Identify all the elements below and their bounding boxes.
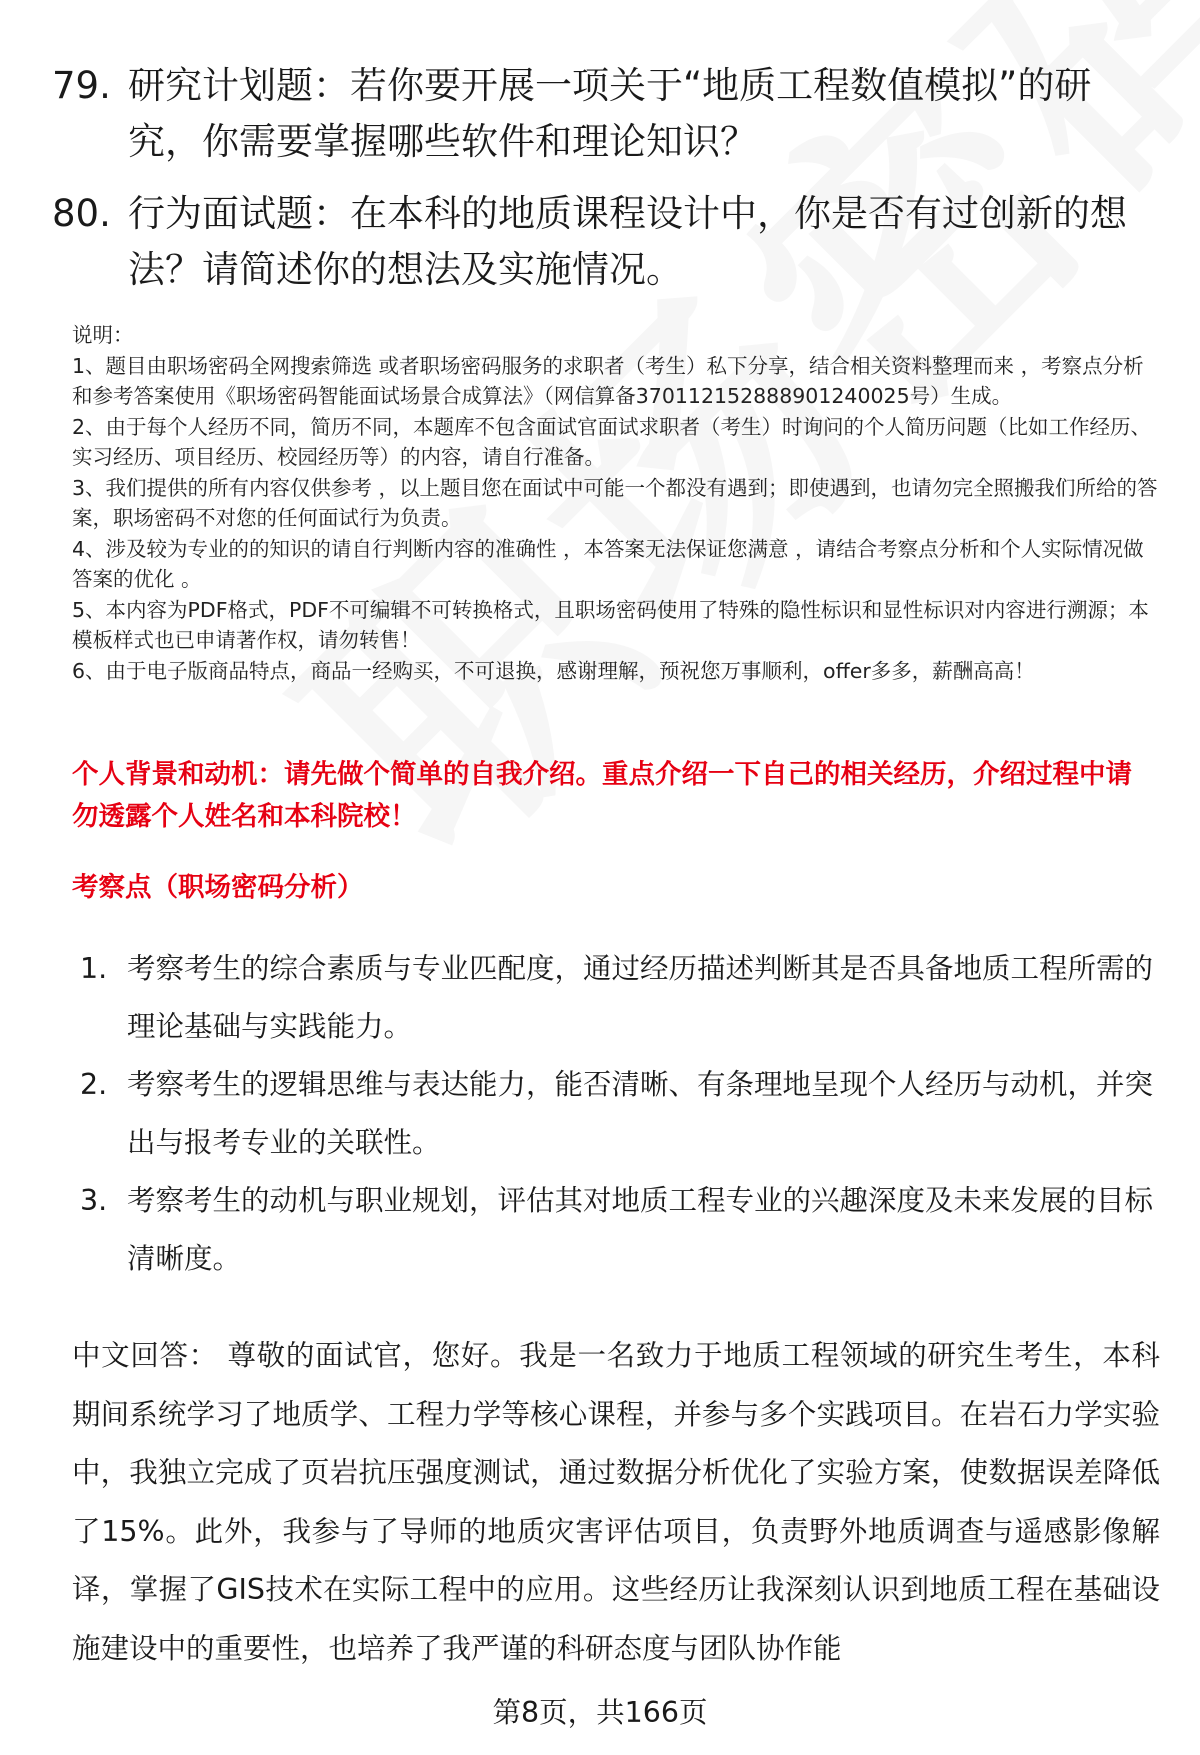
- question-number: 80.: [52, 192, 111, 235]
- list-item-number: 3.: [80, 1184, 108, 1217]
- list-item-text: 考察考生的逻辑思维与表达能力，能否清晰、有条理地呈现个人经历与动机，并突出与报考专业的关联性。: [127, 1068, 1154, 1159]
- chinese-answer: 中文回答： 尊敬的面试官，您好。我是一名致力于地质工程领域的研究生考生，本科期间系统学习了地质学、工程力学等核心课程，并参与多个实践项目。在岩石力学实验中，我独立完成了页岩抗压强度测试，通过数据分析优化了实验方案，使数据误差降低了15%。此外，我参与了导师的地质灾害评估项目，负责野外地质调查与遥感影像解译，掌握了GIS技术在实际工程中的应用。这些经历让我深刻认识到地质工程在基础设施建设中的重要性，也培养了我严谨的科研态度与团队协作能: [72, 1339, 1160, 1665]
- note-item: 5、本内容为PDF格式，PDF不可编辑不可转换格式，且职场密码使用了特殊的隐性标识和显性标识对内容进行溯源；本模板样式也已申请著作权，请勿转售！: [72, 597, 1149, 652]
- analysis-subheading: 考察点（职场密码分析）: [72, 872, 364, 903]
- page-number: 第8页，共166页: [492, 1696, 708, 1729]
- disclaimer-notes: [72, 320, 1162, 686]
- note-item: 1、题目由职场密码全网搜索筛选 或者职场密码服务的求职者（考生）私下分享，结合相关资料整理而来 ，考察点分析和参考答案使用《职场密码智能面试场景合成算法》（网信算备370112152888901240025号）生成。: [72, 353, 1144, 408]
- question-number: 79.: [52, 64, 111, 107]
- section-question-heading: 个人背景和动机：请先做个简单的自我介绍。重点介绍一下自己的相关经历，介绍过程中请勿透露个人姓名和本科院校！: [72, 759, 1132, 832]
- list-item-number: 1.: [80, 952, 108, 985]
- list-item: [80, 940, 1160, 1056]
- note-item: 6、由于电子版商品特点，商品一经购买，不可退换，感谢理解，预祝您万事顺利，offer多多，薪酬高高！: [72, 658, 1035, 683]
- list-item-number: 2.: [80, 1068, 108, 1101]
- list-item-text: 考察考生的综合素质与专业匹配度，通过经历描述判断其是否具备地质工程所需的理论基础与实践能力。: [127, 952, 1154, 1043]
- note-item: 4、涉及较为专业的的知识的请自行判断内容的准确性 ，本答案无法保证您满意 ，请结合考察点分析和个人实际情况做答案的优化 。: [72, 536, 1144, 591]
- question-80: [52, 186, 1152, 298]
- question-text: 研究计划题：若你要开展一项关于“地质工程数值模拟”的研究，你需要掌握哪些软件和理论知识？: [128, 64, 1092, 163]
- question-79: [52, 58, 1152, 170]
- notes-title: 说明：: [72, 323, 134, 347]
- list-item: [80, 1172, 1160, 1288]
- note-item: 3、我们提供的所有内容仅供参考 ，以上题目您在面试中可能一个都没有遇到；即使遇到，也请勿完全照搬我们所给的答案，职场密码不对您的任何面试行为负责。: [72, 475, 1158, 530]
- list-item: [80, 1056, 1160, 1172]
- list-item-text: 考察考生的动机与职业规划，评估其对地质工程专业的兴趣深度及未来发展的目标清晰度。: [127, 1184, 1154, 1275]
- note-item: 2、由于每个人经历不同，简历不同，本题库不包含面试官面试求职者（考生）时询问的个人简历问题（比如工作经历、实习经历、项目经历、校园经历等）的内容，请自行准备。: [72, 414, 1152, 469]
- analysis-points-list: [80, 940, 1160, 1288]
- question-text: 行为面试题：在本科的地质课程设计中，你是否有过创新的想法？请简述你的想法及实施情况。: [128, 192, 1127, 291]
